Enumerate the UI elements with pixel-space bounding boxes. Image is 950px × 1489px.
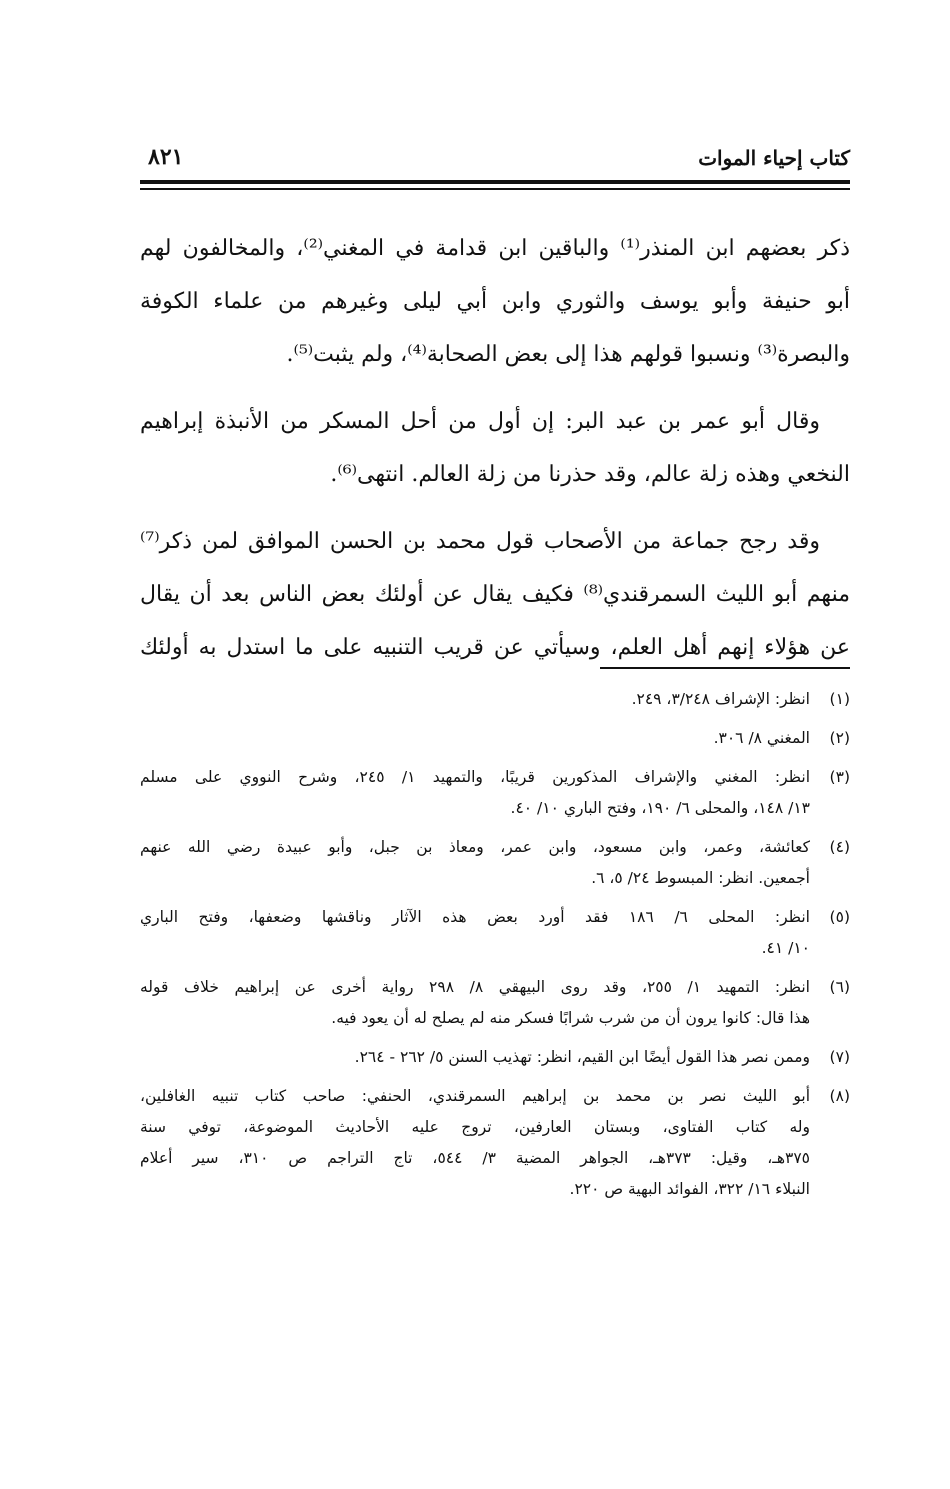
text-line: وقال أبو عمر بن عبد البر: إن أول من أحل المسكر من الأنبذة إبراهيم [140,409,820,434]
footnote-line: كعائشة، وعمر، وابن مسعود، وابن عمر، ومعاذ بن جبل، وأبو عبيدة رضي الله عنهم [140,838,810,856]
footnote-number: (٢) [829,729,850,747]
text-line: ذكر بعضهم ابن المنذر⁽¹⁾ والباقين ابن قدامة في المغني⁽²⁾، والمخالفون لهم [140,236,851,261]
footnote-line: المغني ٨/ ٣٠٦. [713,729,810,747]
footnote-7 [140,1042,850,1073]
paragraph-2 [140,395,850,501]
chapter-title: كتاب إحياء الموات [698,146,850,170]
main-text [140,222,850,688]
footnote-3 [140,762,850,824]
footnote-line: النبلاء ١٦/ ٣٢٢، الفوائد البهية ص ٢٢٠. [569,1180,810,1198]
footnote-number: (٧) [829,1048,850,1066]
footnote-line: ١٣/ ١٤٨، والمحلى ٦/ ١٩٠، وفتح الباري ١٠/ ٤٠. [510,799,810,817]
footnote-separator [600,667,850,669]
footnote-8 [140,1081,850,1205]
paragraph-3 [140,515,850,674]
footnote-number: (٤) [829,838,850,856]
footnote-number: (٨) [829,1087,850,1105]
footnote-line: ٣٧٥هـ، وقيل: ٣٧٣هـ، الجواهر المضية ٣/ ٥٤٤، تاج التراجم ص ٣١٠، سير أعلام [140,1149,810,1167]
footnote-6 [140,972,850,1034]
footnote-line: انظر: المحلى ٦/ ١٨٦ فقد أورد بعض هذه الآثار وناقشها وضعفها، وفتح الباري [140,908,810,926]
text-line: أبو حنيفة وأبو يوسف والثوري وابن أبي ليلى وغيرهم من علماء الكوفة [140,289,850,314]
text-line: وقد رجح جماعة من الأصحاب قول محمد بن الحسن الموافق لمن ذكر⁽⁷⁾ [140,529,821,554]
footnote-2 [140,723,850,754]
paragraph-1 [140,222,850,381]
page-number: ٨٢١ [148,144,184,170]
footnote-line: وله كتاب الفتاوى، وبستان العارفين، تروج عليه الأحاديث الموضوعة، توفي سنة [140,1118,810,1136]
running-header [140,140,850,176]
footnote-line: انظر: المغني والإشراف المذكورين قريبًا، والتمهيد ١/ ٢٤٥، وشرح النووي على مسلم [140,768,810,786]
footnote-1 [140,684,850,715]
footnote-number: (٣) [829,768,850,786]
footnote-line: انظر: الإشراف ٣/٢٤٨، ٢٤٩. [631,690,810,708]
footnote-5 [140,902,850,964]
text-line: والبصرة⁽³⁾ ونسبوا قولهم هذا إلى بعض الصحابة⁽⁴⁾، ولم يثبت⁽⁵⁾. [286,342,850,367]
footnote-number: (٦) [829,978,850,996]
footnote-line: أبو الليث نصر بن محمد بن إبراهيم السمرقندي، الحنفي: صاحب كتاب تنبيه الغافلين، [140,1087,810,1105]
footnote-number: (١) [829,690,850,708]
footnote-line: وممن نصر هذا القول أيضًا ابن القيم، انظر: تهذيب السنن ٥/ ٢٦٢ - ٢٦٤. [354,1048,810,1066]
footnote-number: (٥) [829,908,850,926]
footnote-line: أجمعين. انظر: المبسوط ٢٤/ ٥، ٦. [591,869,810,887]
footnote-line: انظر: التمهيد ١/ ٢٥٥، وقد روى البيهقي ٨/ ٢٩٨ رواية أخرى عن إبراهيم خلاف قوله [140,978,810,996]
footnotes [140,684,850,1213]
text-line: النخعي وهذه زلة عالم، وقد حذرنا من زلة العالم. انتهى⁽⁶⁾. [330,462,850,487]
footnote-line: ١٠/ ٤١. [761,939,810,957]
header-rule-thin [140,188,850,190]
footnote-line: هذا قال: كانوا يرون أن من شرب شرابًا فسكر منه لم يصلح له أن يعود فيه. [331,1009,810,1027]
footnote-4 [140,832,850,894]
text-line: عن هؤلاء إنهم أهل العلم، وسيأتي عن قريب التنبيه على ما استدل به أولئك [140,635,850,660]
text-line: منهم أبو الليث السمرقندي⁽⁸⁾ فكيف يقال عن أولئك بعض الناس بعد أن يقال [140,582,850,607]
header-rule-thick [140,180,850,184]
